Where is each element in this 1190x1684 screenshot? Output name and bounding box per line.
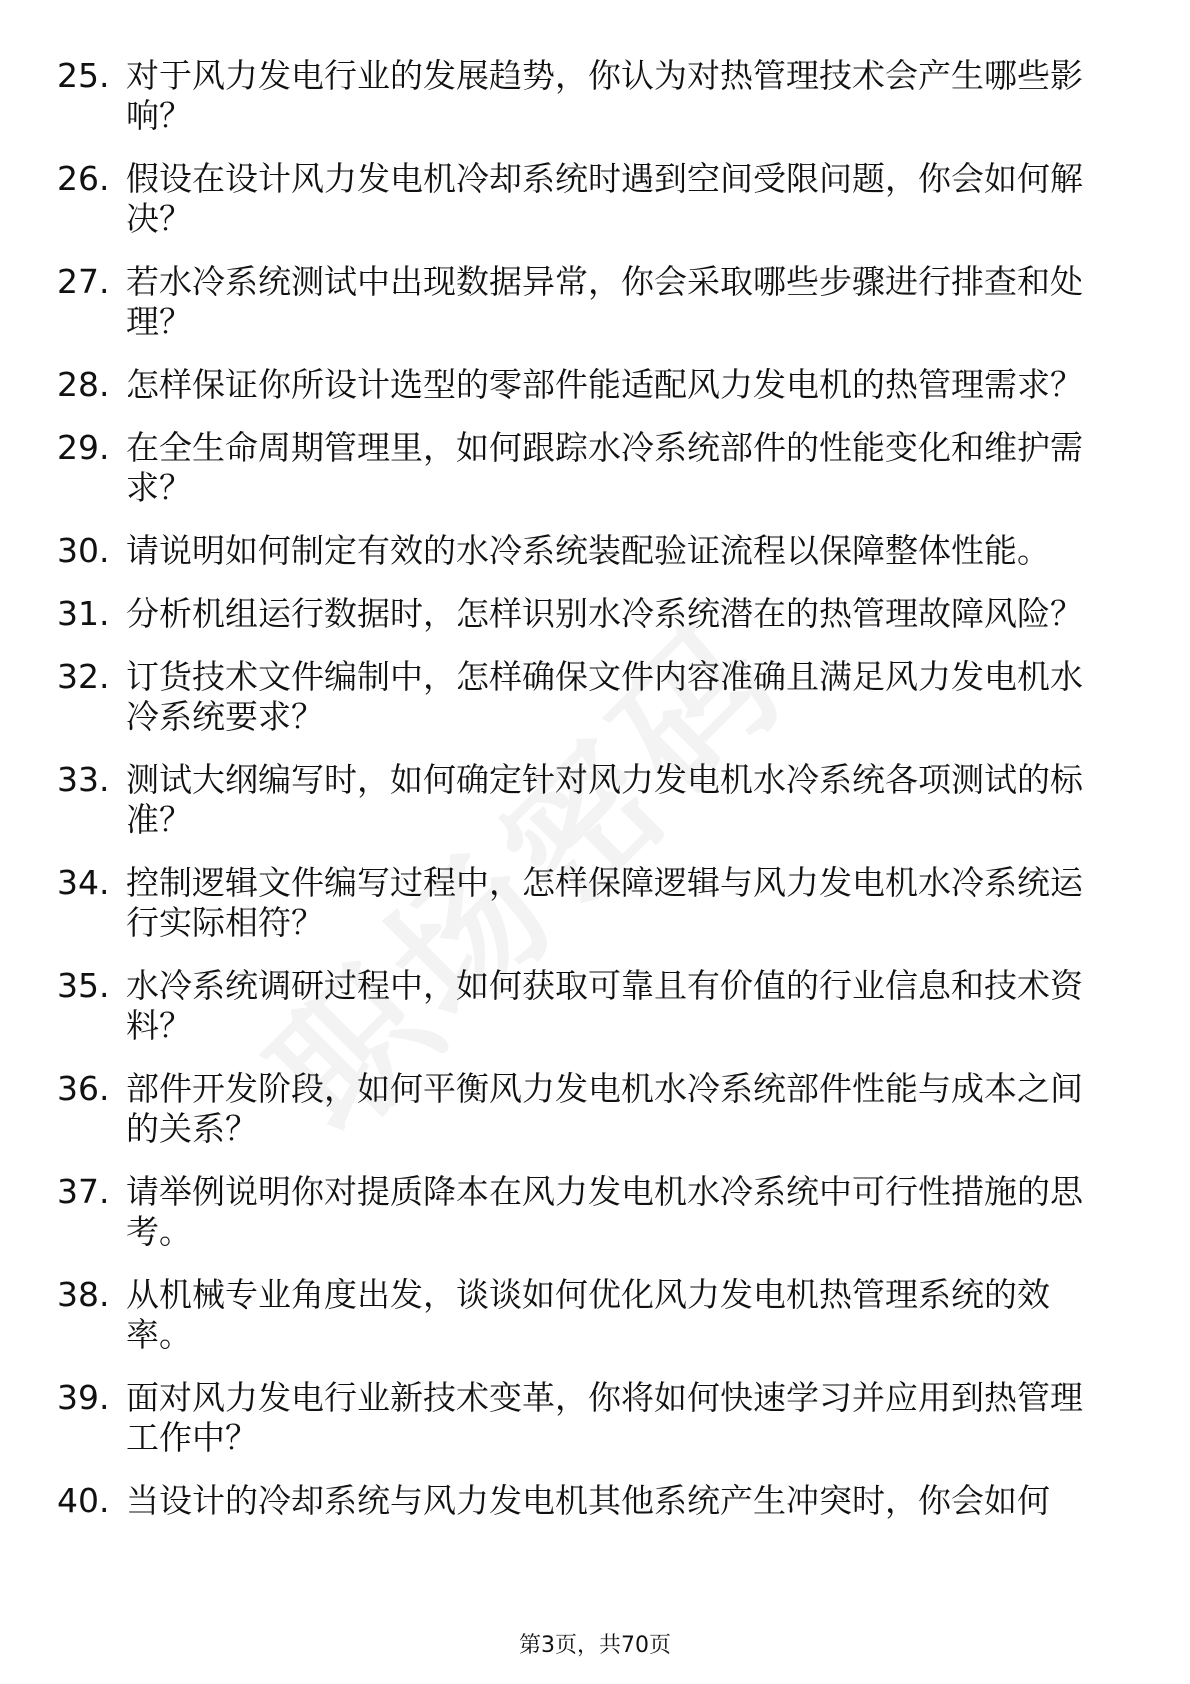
question-number: 28.	[57, 365, 110, 404]
question-number: 37.	[57, 1172, 110, 1211]
question-number: 29.	[57, 428, 110, 467]
question-text: 若水冷系统测试中出现数据异常，你会采取哪些步骤进行排查和处理？	[126, 262, 1083, 341]
list-item	[57, 428, 1107, 508]
question-number: 32.	[57, 657, 110, 696]
page-number-footer: 第3页，共70页	[519, 1633, 671, 1658]
list-item	[57, 863, 1107, 943]
list-item	[57, 56, 1107, 136]
list-item	[57, 1378, 1107, 1458]
list-item	[57, 1069, 1107, 1149]
question-text: 水冷系统调研过程中，如何获取可靠且有价值的行业信息和技术资料？	[126, 966, 1083, 1045]
list-item	[57, 1275, 1107, 1355]
list-item	[57, 262, 1107, 342]
question-text: 从机械专业角度出发，谈谈如何优化风力发电机热管理系统的效率。	[126, 1275, 1050, 1354]
list-item	[57, 531, 1107, 571]
list-item	[57, 1172, 1107, 1252]
question-text: 控制逻辑文件编写过程中，怎样保障逻辑与风力发电机水冷系统运行实际相符？	[126, 863, 1083, 942]
list-item	[57, 760, 1107, 840]
list-item	[57, 594, 1107, 634]
list-item	[57, 1481, 1107, 1521]
question-text: 分析机组运行数据时，怎样识别水冷系统潜在的热管理故障风险？	[126, 594, 1083, 633]
question-text: 面对风力发电行业新技术变革，你将如何快速学习并应用到热管理工作中？	[126, 1378, 1083, 1457]
question-text: 部件开发阶段，如何平衡风力发电机水冷系统部件性能与成本之间的关系？	[126, 1069, 1083, 1148]
question-number: 36.	[57, 1069, 110, 1108]
list-item	[57, 966, 1107, 1046]
question-number: 31.	[57, 594, 110, 633]
question-text: 请说明如何制定有效的水冷系统装配验证流程以保障整体性能。	[126, 531, 1050, 570]
list-item	[57, 657, 1107, 737]
question-number: 38.	[57, 1275, 110, 1314]
question-text: 当设计的冷却系统与风力发电机其他系统产生冲突时，你会如何	[126, 1481, 1050, 1520]
question-number: 27.	[57, 262, 110, 301]
question-list	[57, 56, 1107, 1544]
question-number: 25.	[57, 56, 110, 95]
question-text: 怎样保证你所设计选型的零部件能适配风力发电机的热管理需求？	[126, 365, 1083, 404]
question-text: 订货技术文件编制中，怎样确保文件内容准确且满足风力发电机水冷系统要求？	[126, 657, 1083, 736]
question-text: 请举例说明你对提质降本在风力发电机水冷系统中可行性措施的思考。	[126, 1172, 1083, 1251]
question-text: 假设在设计风力发电机冷却系统时遇到空间受限问题，你会如何解决？	[126, 159, 1083, 238]
question-number: 30.	[57, 531, 110, 570]
question-text: 测试大纲编写时，如何确定针对风力发电机水冷系统各项测试的标准？	[126, 760, 1083, 839]
question-number: 33.	[57, 760, 110, 799]
question-number: 26.	[57, 159, 110, 198]
question-text: 对于风力发电行业的发展趋势，你认为对热管理技术会产生哪些影响？	[126, 56, 1083, 135]
question-number: 39.	[57, 1378, 110, 1417]
list-item	[57, 159, 1107, 239]
question-number: 40.	[57, 1481, 110, 1520]
question-number: 35.	[57, 966, 110, 1005]
question-number: 34.	[57, 863, 110, 902]
question-text: 在全生命周期管理里，如何跟踪水冷系统部件的性能变化和维护需求？	[126, 428, 1083, 507]
list-item	[57, 365, 1107, 405]
